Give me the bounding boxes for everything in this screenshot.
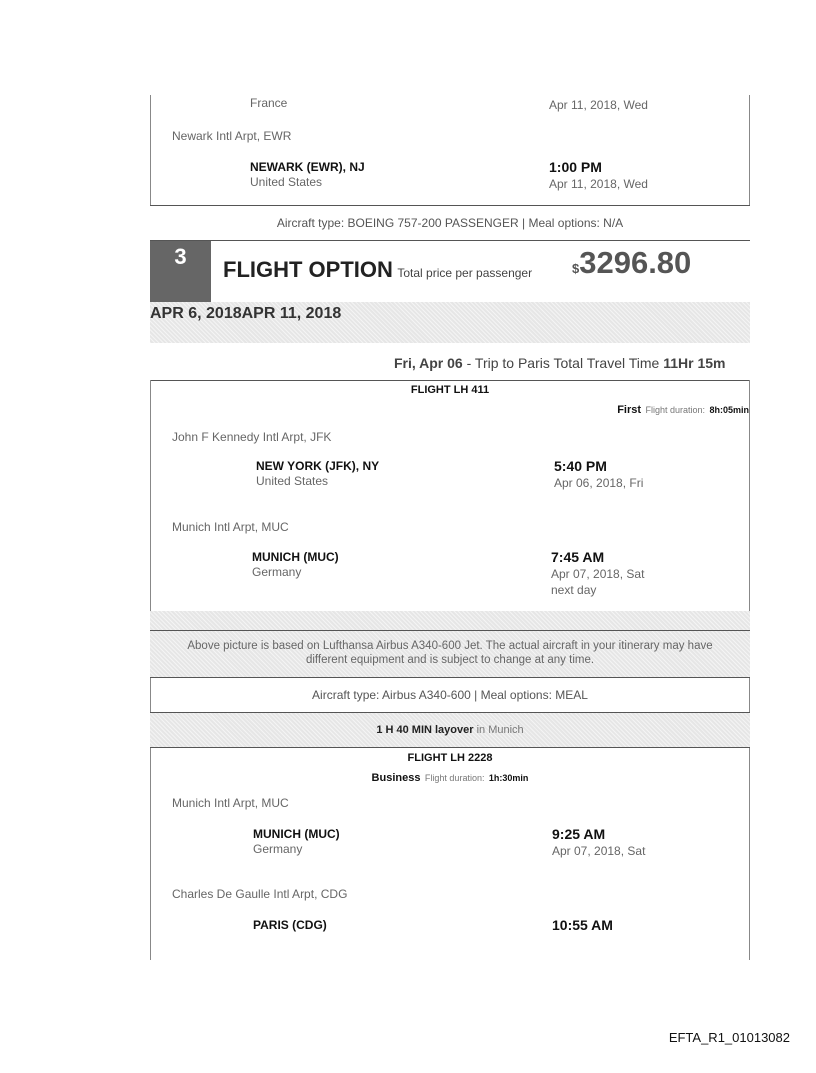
arrival-date: Apr 11, 2018, Wed: [549, 177, 648, 191]
next-day-note: next day: [551, 583, 597, 597]
arrival-airport: Newark Intl Arpt, EWR: [172, 129, 292, 143]
divider: [150, 747, 750, 748]
aircraft-info: Aircraft type: Airbus A340-600 | Meal options: MEAL: [312, 688, 588, 702]
arrival-country: United States: [250, 175, 323, 189]
flight-number: FLIGHT LH 2228: [407, 752, 493, 764]
departure-country: Germany: [253, 842, 303, 856]
trip-text: - Trip to Paris Total Travel Time: [462, 355, 664, 371]
flight-cabin-duration: [150, 768, 750, 786]
aircraft-info: Aircraft type: BOEING 757-200 PASSENGER | Meal options: N/A: [276, 216, 624, 230]
layover-place: in Munich: [473, 724, 524, 736]
picture-note-line: different equipment and is subject to change at any time.: [305, 654, 595, 666]
duration-label: Flight duration:: [645, 405, 706, 415]
departure-country: United States: [256, 474, 329, 488]
arrival-city: NEWARK (EWR), NJ: [250, 160, 365, 174]
departure-city: MUNICH (MUC): [253, 827, 340, 841]
price-value: 3296.80: [579, 245, 692, 280]
currency-symbol: $: [572, 261, 580, 276]
price: [572, 245, 691, 281]
aircraft-picture-note: [150, 639, 750, 667]
layover-duration: 1 H 40 MIN layover: [376, 724, 474, 736]
departure-airport: Munich Intl Arpt, MUC: [172, 796, 289, 810]
arrival-time: 7:45 AM: [551, 549, 605, 565]
arrival-airport: Munich Intl Arpt, MUC: [172, 520, 289, 534]
picture-note-line: Above picture is based on Lufthansa Airbus A340-600 Jet. The actual aircraft in your itinerary may have: [187, 640, 713, 652]
divider: [150, 205, 750, 206]
flight-number: FLIGHT LH 411: [410, 384, 490, 396]
arrival-city: MUNICH (MUC): [252, 550, 339, 564]
option-dates: APR 6, 2018APR 11, 2018: [150, 305, 342, 322]
departure-date: Apr 06, 2018, Fri: [554, 476, 644, 490]
document-id: EFTA_R1_01013082: [668, 1030, 790, 1045]
right-border: [749, 95, 750, 205]
layover-text: [150, 724, 750, 736]
departure-time: 9:25 AM: [552, 826, 606, 842]
arrival-time: 10:55 AM: [552, 917, 613, 933]
option-number: 3: [174, 244, 187, 269]
divider: [150, 630, 750, 631]
price-label: Total price per passenger: [397, 266, 533, 280]
arrival-airport: Charles De Gaulle Intl Arpt, CDG: [172, 887, 348, 901]
departure-airport: John F Kennedy Intl Arpt, JFK: [172, 430, 332, 444]
trip-day: Fri, Apr 06: [394, 355, 463, 371]
arrival-date: Apr 07, 2018, Sat: [551, 567, 645, 581]
option-title: FLIGHT OPTION: [223, 257, 393, 282]
left-border: [150, 95, 151, 205]
duration-label: Flight duration:: [424, 773, 485, 783]
arrival-time: 1:00 PM: [549, 159, 602, 175]
flight-cabin-duration: [617, 400, 749, 418]
origin-date: Apr 11, 2018, Wed: [549, 98, 648, 112]
departure-time: 5:40 PM: [554, 458, 607, 474]
duration-value: 8h:05min: [709, 405, 749, 415]
cabin-class: Business: [371, 772, 421, 784]
cabin-class: First: [617, 404, 642, 416]
arrival-country: Germany: [252, 565, 302, 579]
divider: [150, 677, 750, 678]
trip-total-time: 11Hr 15m: [663, 355, 726, 371]
departure-date: Apr 07, 2018, Sat: [552, 844, 646, 858]
departure-city: NEW YORK (JFK), NY: [256, 459, 380, 473]
arrival-city: PARIS (CDG): [253, 918, 327, 932]
trip-summary: [394, 355, 726, 371]
duration-value: 1h:30min: [488, 773, 529, 783]
option-title-row: [223, 257, 532, 283]
divider: [150, 380, 750, 381]
origin-country: France: [250, 96, 288, 110]
